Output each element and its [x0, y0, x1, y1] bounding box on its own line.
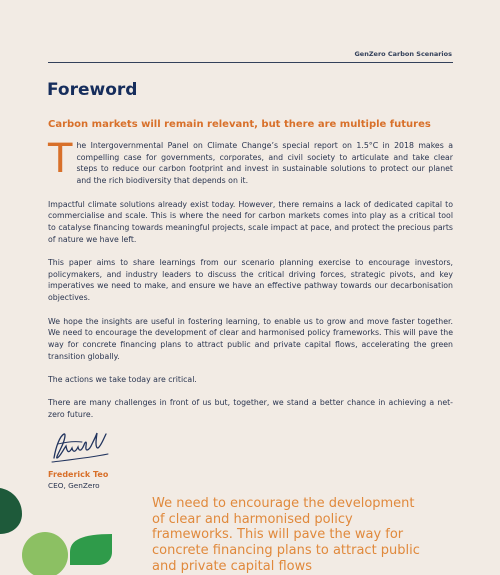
signatory-title: CEO, GenZero: [48, 481, 100, 490]
paragraph-6: There are many challenges in front of us but, together, we stand a better chance in achieving a net-zero future.: [48, 398, 453, 420]
paragraph-5: The actions we take today are critical.: [48, 375, 197, 384]
section-subtitle: Carbon markets will remain relevant, but there are multiple futures: [48, 119, 431, 130]
paragraph-1-text: he Intergovernmental Panel on Climate Change’s special report on 1.5°C in 2018 makes a compelling case for governments, corporates, and civil society to articulate and take clear steps to reduce our carbon footprint and invest in sustainable solutions to protect our planet and the rich biodiversity that depends on it.: [76, 141, 453, 186]
leaf-decoration: [0, 488, 120, 565]
header-label: GenZero Carbon Scenarios: [354, 50, 452, 58]
leaf-light-circle: [22, 532, 68, 575]
leaf-dark-shape: [0, 488, 22, 534]
signature-image: [48, 424, 114, 468]
paragraph-4: We hope the insights are useful in fostering learning, to enable us to grow and move faster together. We need to encourage the development of clear and harmonised policy frameworks. This will pave the way for concrete financing plans to attract public and private capital flows, accelerating the green transition globally.: [48, 316, 453, 361]
drop-cap: T: [48, 136, 73, 182]
signatory-name: Frederick Teo: [48, 470, 109, 479]
paragraph-3: This paper aims to share learnings from our scenario planning exercise to encourage investors, policymakers, and industry leaders to discuss the critical driving forces, strategic pivots, and key imperatives we need to make, and ensure we have an effective pathway towards our decarbonisation objectives.: [48, 258, 453, 303]
paragraph-1: [48, 136, 453, 187]
leaf-green-shape: [70, 534, 112, 565]
page-title: Foreword: [47, 80, 138, 100]
foreword-body: [48, 136, 453, 432]
paragraph-2: Impactful climate solutions already exist today. However, there remains a lack of dedicated capital to commercialise and scale. This is where the need for carbon markets comes into play as a critical tool to catalyse financing towards meaningful projects, scale impact at pace, and protect the precious parts of nature we have left.: [48, 199, 453, 244]
pull-quote: We need to encourage the development of clear and harmonised policy frameworks. This will pave the way for concrete financing plans to attract public and private capital flows: [152, 496, 420, 574]
header-rule: [48, 62, 453, 63]
